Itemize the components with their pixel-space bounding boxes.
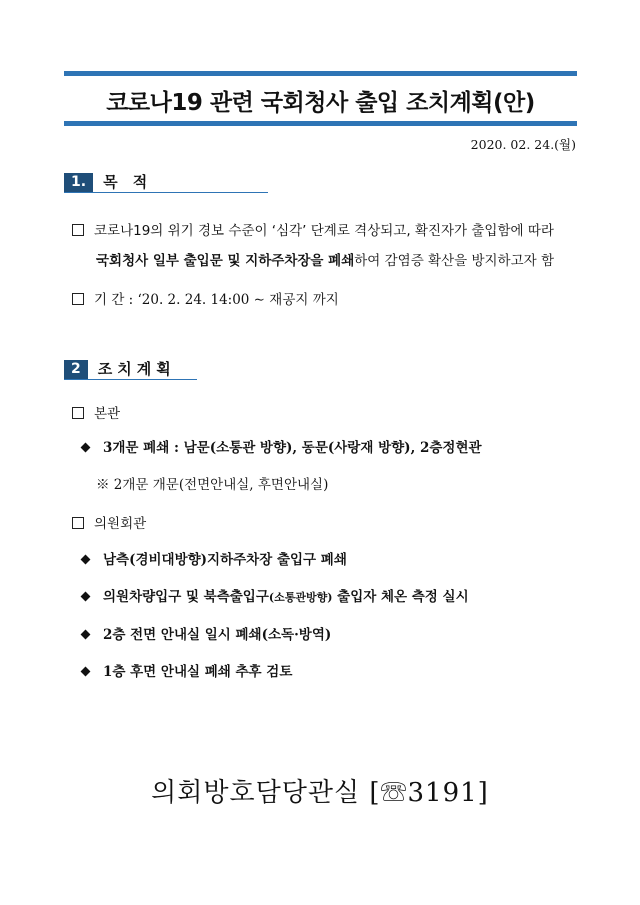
uiwon-bullet-4 [82, 660, 292, 680]
diamond-bullet-icon [81, 555, 91, 565]
uiwon-heading [72, 512, 146, 532]
bonkwan-heading-text: 본관 [94, 406, 121, 422]
document-title: 코로나19 관련 국회청사 출입 조치계획(안) [106, 90, 535, 116]
bonkwan-heading [72, 402, 120, 422]
section-2-header [64, 357, 176, 379]
period-text: 기 간 : ‘20. 2. 24. 14:00 ∼ 재공지 까지 [94, 292, 339, 308]
uiwon-bullet-1 [82, 548, 347, 568]
checkbox-square-icon [72, 407, 84, 419]
purpose-text-1: 코로나19의 위기 경보 수준이 ‘심각’ 단계로 격상되고, 확진자가 출입함에 따라 [94, 223, 554, 239]
bonkwan-bullet-1-text: 3개문 폐쇄 : 남문(소통관 방향), 동문(사랑재 방향), 2층정현관 [103, 440, 482, 456]
purpose-line-1 [72, 219, 554, 239]
footer-contact [0, 772, 640, 809]
bonkwan-bullet-1 [82, 436, 482, 456]
uiwon-bullet-3 [82, 623, 331, 643]
footer-office: 의회방호담당관실 [151, 778, 361, 808]
uiwon-bullet-2-text-small: (소통관방향) [268, 591, 333, 604]
footer-phone: [☏3191] [369, 778, 489, 808]
bonkwan-note-text: ※ 2개문 개문(전면안내실, 후면안내실) [96, 477, 329, 493]
section-2-number: 2 [64, 360, 88, 379]
uiwon-bullet-3-text: 2층 전면 안내실 일시 폐쇄(소독·방역) [103, 627, 332, 643]
purpose-text-2: 하여 감염증 확산을 방지하고자 함 [354, 253, 554, 269]
diamond-bullet-icon [81, 443, 91, 453]
section-1-number: 1. [64, 173, 93, 192]
document-date: 2020. 02. 24.(월) [470, 137, 576, 152]
uiwon-bullet-4-text: 1층 후면 안내실 폐쇄 추후 검토 [103, 664, 293, 680]
diamond-bullet-icon [81, 592, 91, 602]
diamond-bullet-icon [81, 630, 91, 640]
section-2-underline [64, 379, 197, 380]
purpose-text-2-bold: 국회청사 일부 출입문 및 지하주차장을 폐쇄 [96, 253, 355, 269]
section-1-header [64, 170, 152, 192]
uiwon-bullet-2-text-b: 출입자 체온 측정 실시 [332, 589, 469, 605]
bonkwan-note [96, 473, 328, 493]
uiwon-bullet-2-text-a: 의원차량입구 및 북측출입구 [103, 589, 269, 605]
section-1-label: 목 적 [103, 173, 153, 191]
uiwon-bullet-2 [82, 585, 469, 605]
title-bottom-rule [64, 121, 577, 126]
checkbox-square-icon [72, 517, 84, 529]
checkbox-square-icon [72, 224, 84, 236]
uiwon-bullet-1-text: 남측(경비대방향)지하주차장 출입구 폐쇄 [103, 552, 347, 568]
top-rule [64, 71, 577, 76]
uiwon-heading-text: 의원회관 [94, 516, 147, 532]
section-1-underline [64, 192, 268, 193]
checkbox-square-icon [72, 293, 84, 305]
purpose-line-2 [96, 249, 554, 269]
section-2-label: 조치계획 [97, 360, 176, 378]
period-line [72, 288, 339, 308]
diamond-bullet-icon [81, 667, 91, 677]
